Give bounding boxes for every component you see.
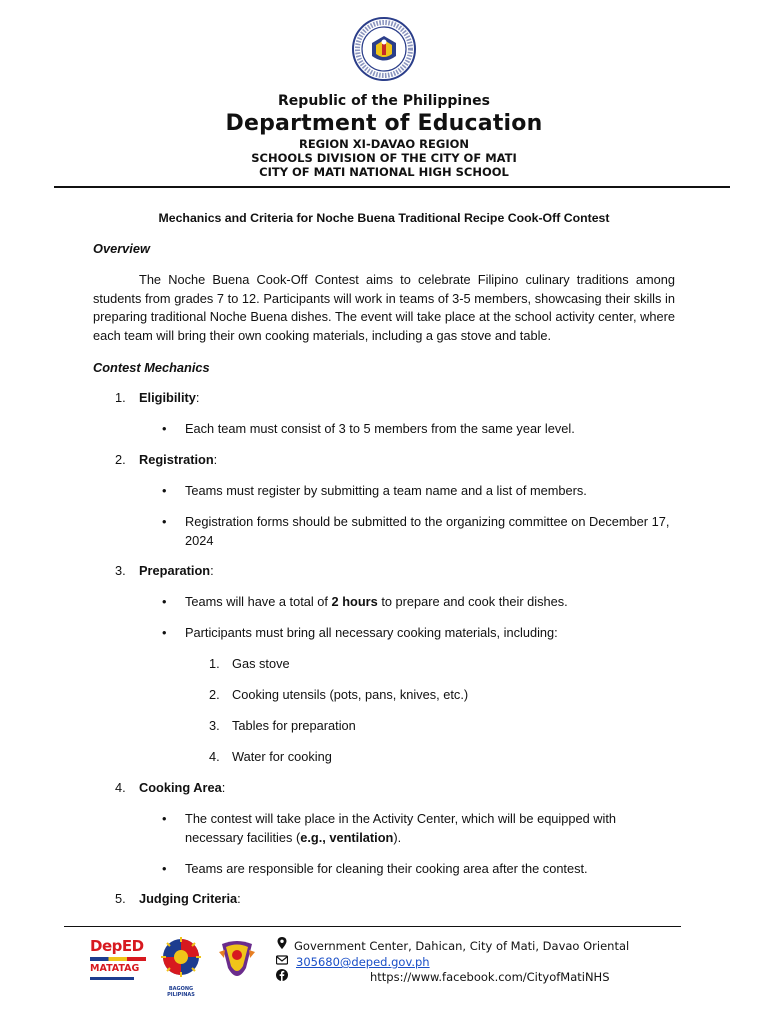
cooking-area-label: Cooking Area: [139,780,226,795]
school-heading: CITY OF MATI NATIONAL HIGH SCHOOL [259,165,509,179]
preparation-label: Preparation: [139,563,214,578]
bagong-pilipinas-text: BAGONG PILIPINAS [167,986,195,998]
header-divider [54,186,730,188]
bullet-icon: • [162,594,167,609]
sublist-item: Water for cooking [232,749,332,764]
list-number: 4. [115,780,126,795]
list-item: Participants must bring all necessary cooking materials, including: [185,625,558,640]
overview-paragraph: The Noche Buena Cook-Off Contest aims to celebrate Filipino culinary traditions among students from grades 7 to 12. Participants will work in teams of 3-5 members, showcasing their skills in preparing traditional Noche Buena dishes. The event will take place at the school activity center, where each team will bring their own cooking materials, including a gas stove and table. [93,272,675,343]
list-number: 5. [115,891,126,906]
facebook-icon [276,969,288,981]
footer-address: Government Center, Dahican, City of Mati, Davao Oriental [294,939,630,953]
footer-email-link[interactable]: 305680@deped.gov.ph [296,955,430,969]
bagong-pilipinas-emblem-icon [156,935,206,979]
sublist-number: 4. [209,749,220,764]
list-item: The contest will take place in the Activity Center, which will be equipped with necessary facilities (e.g., ventilation). [185,811,617,845]
list-item: Registration forms should be submitted to the organizing committee on December 17, 2024 [185,514,670,548]
sublist-item: Tables for preparation [232,718,356,733]
bullet-icon: • [162,514,167,529]
list-number: 2. [115,452,126,467]
logo-underline [90,977,134,980]
sublist-item: Cooking utensils (pots, pans, knives, etc.) [232,687,469,702]
list-item: Teams will have a total of 2 hours to prepare and cook their dishes. [185,594,568,609]
email-icon [276,954,288,966]
republic-heading: Republic of the Philippines [278,93,490,109]
overview-heading: Overview [93,241,150,256]
sublist-number: 1. [209,656,220,671]
bullet-icon: • [162,811,167,826]
department-heading: Department of Education [225,111,543,136]
bullet-icon: • [162,421,167,436]
document-title: Mechanics and Criteria for Noche Buena Traditional Recipe Cook-Off Contest [158,211,610,225]
deped-logo-text: DepED [90,937,144,955]
eligibility-label: Eligibility: [139,390,200,405]
location-pin-icon [276,937,288,949]
mechanics-heading: Contest Mechanics [93,360,210,375]
bagong-pilipinas-logo [156,935,206,998]
judging-criteria-label: Judging Criteria: [139,891,241,906]
sublist-number: 2. [209,687,220,702]
sublist-number: 3. [209,718,220,733]
bullet-icon: • [162,625,167,640]
sublist-item: Gas stove [232,656,290,671]
division-heading: SCHOOLS DIVISION OF THE CITY OF MATI [251,151,517,165]
list-item: Teams must register by submitting a team name and a list of members. [185,483,587,498]
region-heading: REGION XI-DAVAO REGION [298,137,470,151]
footer-facebook-link[interactable]: https://www.facebook.com/CityofMatiNHS [370,970,610,984]
deped-matatag-logo [90,937,146,987]
list-item: Each team must consist of 3 to 5 members from the same year level. [185,421,575,436]
matatag-logo-text: MATATAG [90,963,140,974]
school-emblem-logo [216,938,258,986]
logo-stripe [90,957,146,961]
deped-seal-logo [351,16,417,82]
list-item: Teams are responsible for cleaning their cooking area after the contest. [185,861,588,876]
bullet-icon: • [162,861,167,876]
list-number: 1. [115,390,126,405]
list-number: 3. [115,563,126,578]
registration-label: Registration: [139,452,218,467]
footer-divider [64,926,681,927]
bullet-icon: • [162,483,167,498]
